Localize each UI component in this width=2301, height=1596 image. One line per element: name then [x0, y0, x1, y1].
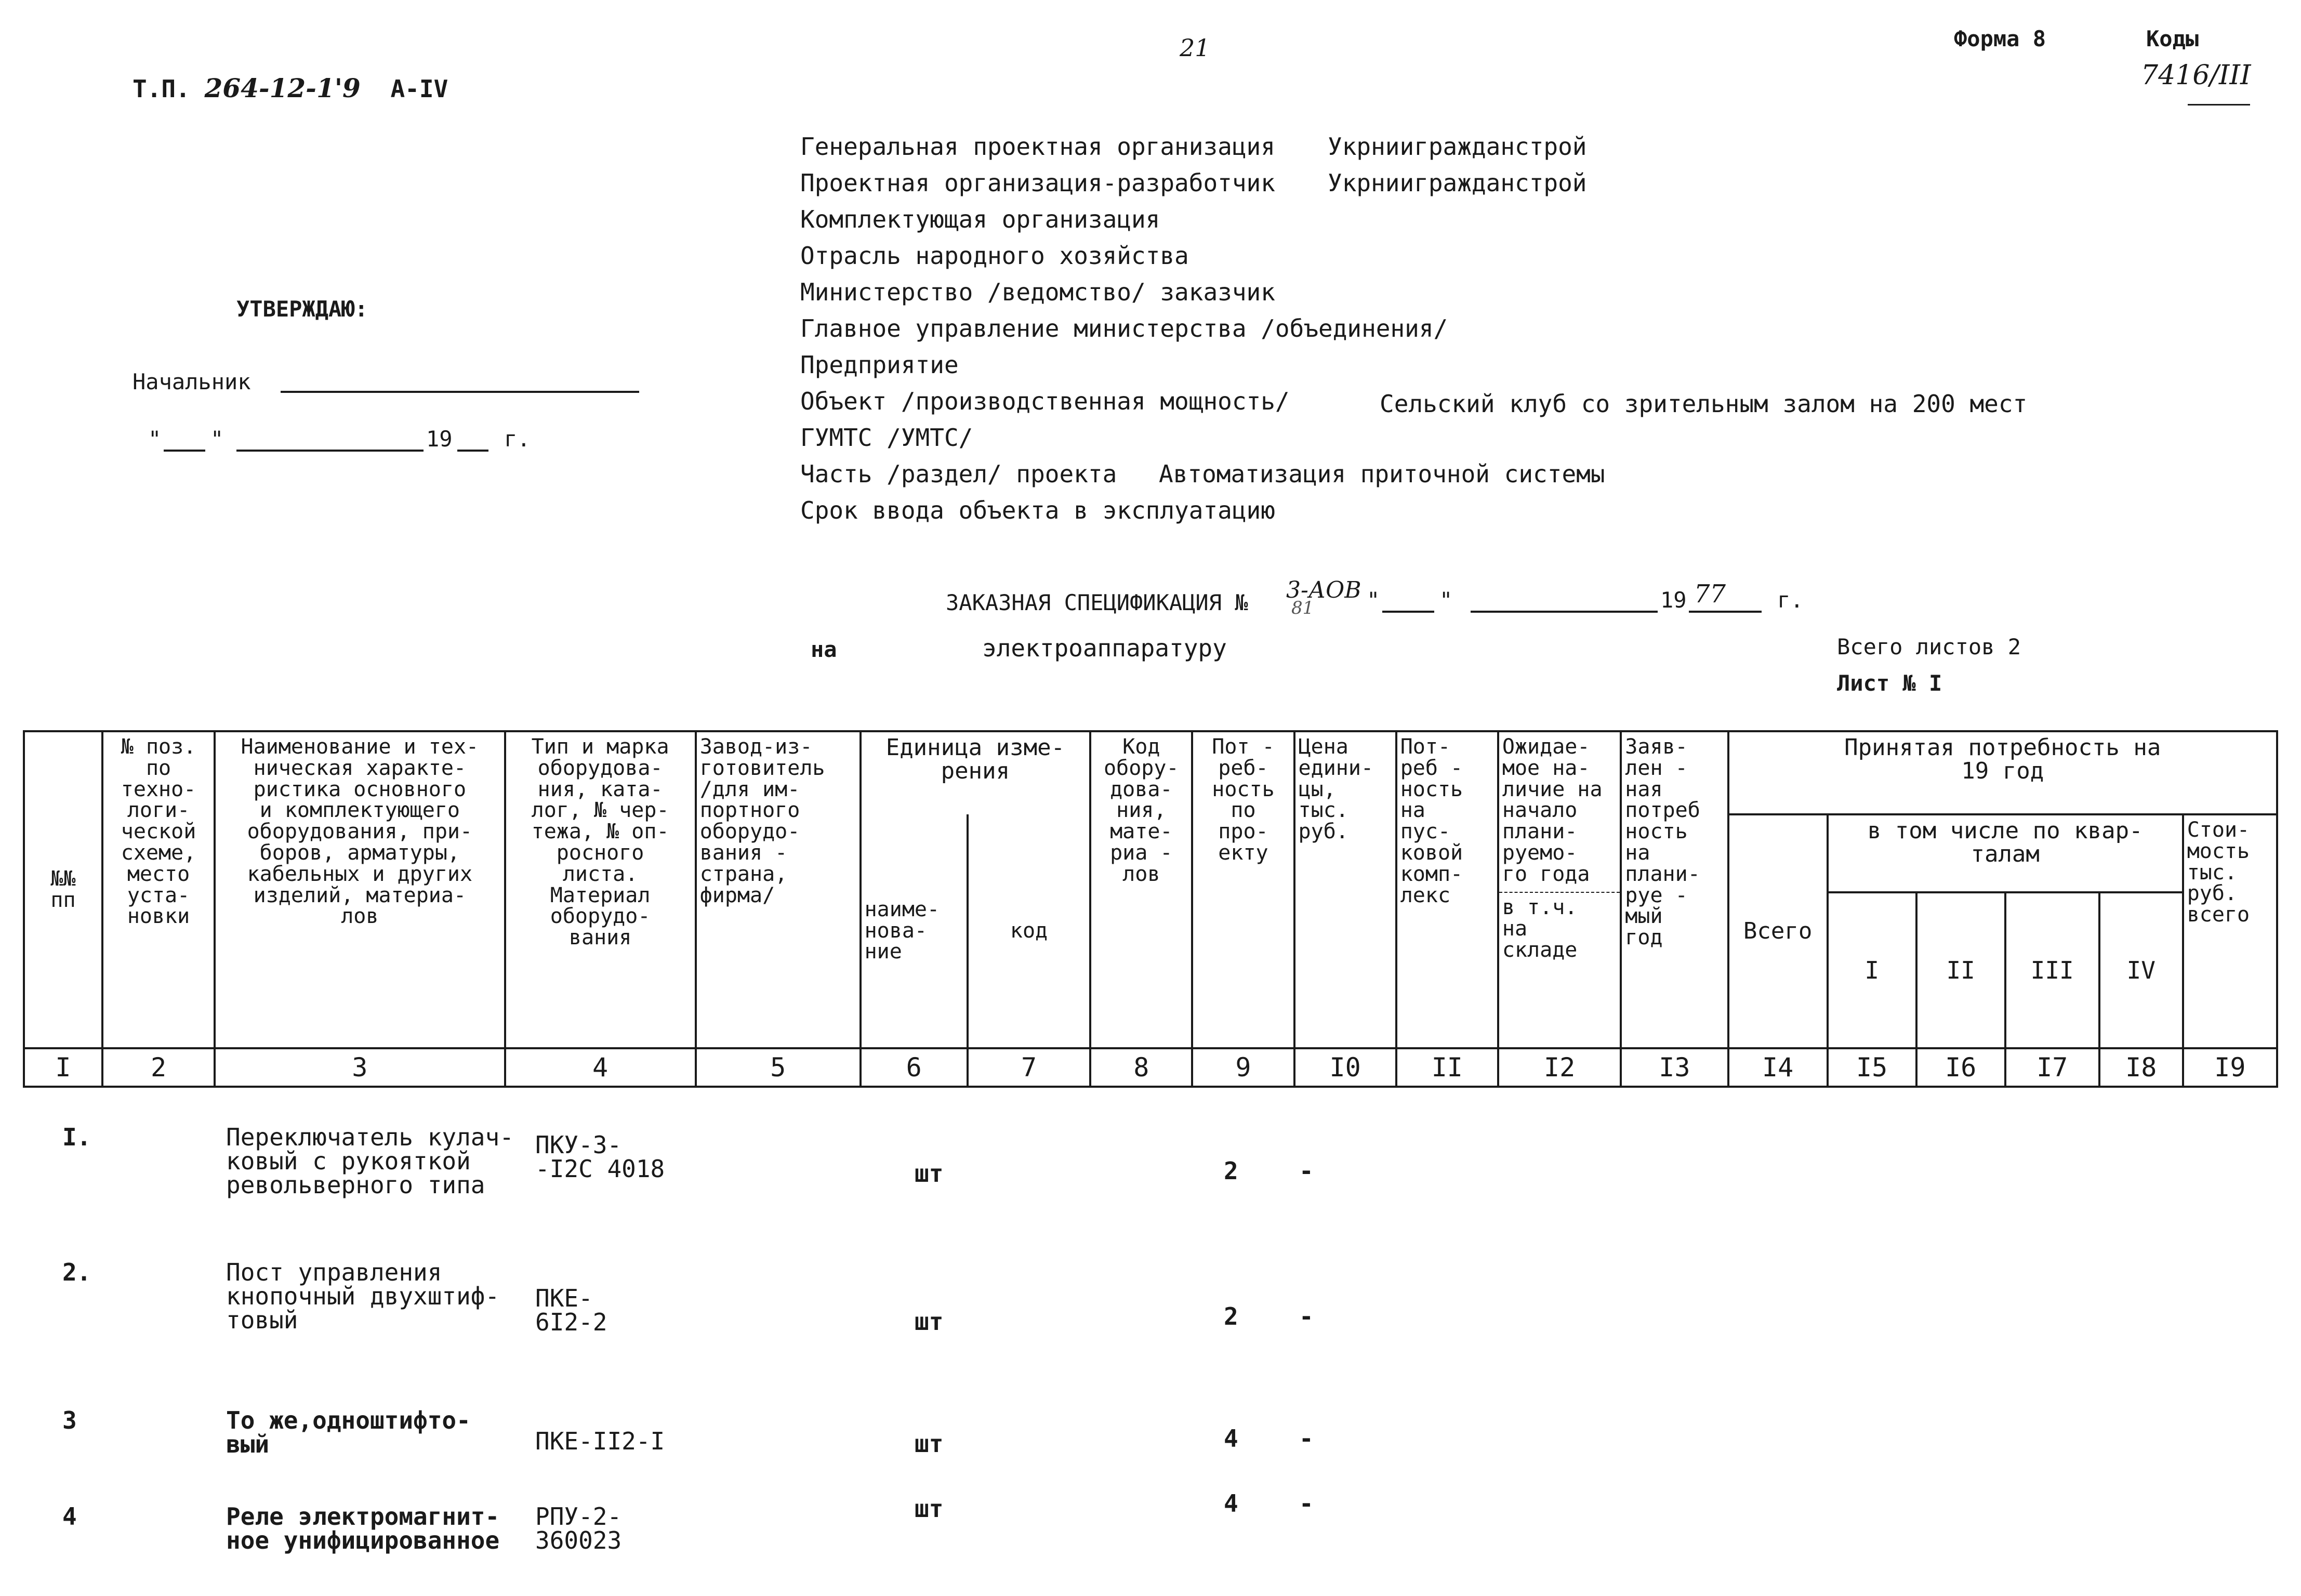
- spec-quote-open: ": [1367, 587, 1380, 613]
- codes-label: Коды: [2146, 26, 2199, 51]
- col-num: I0: [1294, 1048, 1396, 1087]
- org-row-enterprise: [800, 351, 959, 379]
- item-number: 2.: [62, 1258, 91, 1286]
- col-num: 2: [102, 1048, 215, 1087]
- item-price: -: [1299, 1157, 1314, 1185]
- date-year-label: 19: [426, 426, 453, 452]
- org-value: Автоматизация приточной системы: [1159, 460, 1605, 488]
- column-number-row: [24, 1048, 2277, 1087]
- spec-year-line: [1689, 611, 1762, 613]
- org-value: Укрниигражданстрой: [1328, 133, 1587, 161]
- col-num: 5: [696, 1048, 861, 1087]
- item-qty: 4: [1224, 1489, 1238, 1518]
- org-label: Объект /производственная мощность/: [800, 387, 1290, 415]
- header-unit-group: Единица изме- рения: [861, 731, 1091, 814]
- doc-ref-suffix: А-IV: [390, 75, 448, 103]
- col-num: II: [1396, 1048, 1498, 1087]
- header-unit-code: код: [968, 814, 1090, 1048]
- codes-value: 7416/III: [2141, 60, 2251, 91]
- item-unit: шт: [915, 1430, 944, 1458]
- org-row-ministry: [800, 278, 1275, 306]
- org-label: Комплектующая организация: [800, 205, 1160, 233]
- org-row-section: [800, 460, 1605, 488]
- item-qty: 2: [1224, 1157, 1238, 1185]
- org-label: Главное управление министерства /объединения/: [800, 314, 1448, 342]
- header-type: Тип и марка оборудова- ния, ката- лог, № чер- тежа, № оп- росного листа. Материал оборудо- вания: [505, 731, 696, 1048]
- header-expected: Ожидае- мое на- личие на начало плани- руемо- го года: [1498, 731, 1621, 892]
- header-price: Цена едини- цы, тыс. руб.: [1294, 731, 1396, 1048]
- col-num: I2: [1498, 1048, 1621, 1087]
- item-number: I.: [62, 1123, 91, 1151]
- spec-title: ЗАКАЗНАЯ СПЕЦИФИКАЦИЯ №: [946, 590, 1248, 615]
- header-quarters-group: в том числе по квар- талам: [1828, 814, 2183, 892]
- col-num: I: [24, 1048, 102, 1087]
- date-month-line: [236, 450, 424, 452]
- org-row-general: [800, 133, 1587, 161]
- org-label: Проектная организация-разработчик: [800, 169, 1275, 197]
- spec-day-line: [1382, 611, 1434, 613]
- col-num: I6: [1916, 1048, 2005, 1087]
- header-q2: II: [1916, 892, 2005, 1048]
- item-unit: шт: [915, 1159, 944, 1188]
- item-number: 4: [62, 1502, 77, 1531]
- form-label: Форма 8: [1954, 26, 2046, 51]
- col-num: I4: [1728, 1048, 1828, 1087]
- col-num: 9: [1192, 1048, 1294, 1087]
- item-qty: 2: [1224, 1302, 1238, 1330]
- doc-ref-number: 264-12-1'9: [204, 73, 361, 103]
- item-type: ПКЕ-II2-I: [535, 1427, 665, 1455]
- date-close-quote: ": [210, 426, 224, 452]
- item-unit: шт: [915, 1308, 944, 1336]
- header-demand-project: Пот - реб- ность по про- екту: [1192, 731, 1294, 1048]
- header-q1: I: [1828, 892, 1916, 1048]
- spec-year-prefix: 19: [1660, 587, 1687, 613]
- org-row-supplier: [800, 205, 1160, 233]
- col-num: I7: [2005, 1048, 2099, 1087]
- org-label: Министерство /ведомство/ заказчик: [800, 278, 1275, 306]
- item-qty: 4: [1224, 1424, 1238, 1453]
- header-unit-name: наиме- нова- ние: [861, 814, 968, 1048]
- date-year-suffix: г.: [504, 426, 531, 452]
- header-accepted-group: Принятая потребность на 19 год: [1728, 731, 2277, 814]
- header-name: Наименование и тех- ническая характе- ристика основного и комплектующего оборудования, при- боров, арматуры, кабельных и других изделий, материа- лов: [215, 731, 505, 1048]
- org-label: Отрасль народного хозяйства: [800, 242, 1189, 270]
- codes-underline: [2188, 104, 2250, 105]
- date-day-line: [164, 450, 205, 452]
- spec-number: 3-АОВ: [1286, 577, 1361, 603]
- col-num: 6: [861, 1048, 968, 1087]
- header-cost: Стои- мость тыс. руб. всего: [2183, 814, 2277, 1048]
- header-total: Всего: [1728, 814, 1828, 1048]
- header-pp: №№ пп: [24, 731, 102, 1048]
- item-name: Реле электромагнит- ное унифицированное: [226, 1502, 500, 1554]
- date-open-quote: ": [148, 426, 162, 452]
- org-row-developer: [800, 169, 1587, 197]
- col-num: I8: [2099, 1048, 2183, 1087]
- page-number: 21: [1180, 34, 1210, 62]
- date-year-line: [457, 450, 488, 452]
- header-row-1: [24, 731, 2277, 814]
- col-num: 4: [505, 1048, 696, 1087]
- item-name: Переключатель кулач- ковый с рукояткой револьверного типа: [226, 1123, 514, 1199]
- sheet-number: Лист № I: [1837, 670, 1942, 696]
- col-num: 3: [215, 1048, 505, 1087]
- item-price: -: [1299, 1424, 1314, 1453]
- header-equip-code: Код обору- дова- ния, мате- риа - лов: [1090, 731, 1192, 1048]
- org-value: Сельский клуб со зрительным залом на 200 мест: [1380, 390, 2028, 418]
- header-manufacturer: Завод-из- готовитель /для им- портного оборудо- вания - страна, фирма/: [696, 731, 861, 1048]
- header-position: № поз. по техно- логи- ческой схеме, место уста- новки: [102, 731, 215, 1048]
- spec-subject: электроаппаратуру: [982, 634, 1227, 662]
- item-price: -: [1299, 1489, 1314, 1518]
- item-unit: шт: [915, 1495, 944, 1523]
- chief-label: Начальник: [133, 369, 251, 394]
- approval-title: УТВЕРЖДАЮ:: [236, 296, 368, 322]
- header-q4: IV: [2099, 892, 2183, 1048]
- spec-number-under: 81: [1291, 598, 1314, 618]
- header-demand-launch: Пот- реб - ность на пус- ковой комп- лекс: [1396, 731, 1498, 1048]
- org-row-industry: [800, 242, 1189, 270]
- item-number: 3: [62, 1406, 77, 1434]
- org-row-gumts: [800, 424, 973, 452]
- doc-ref: [133, 73, 448, 103]
- header-declared: Заяв- лен - ная потреб ность на плани- руе - мый год: [1621, 731, 1728, 1048]
- col-num: 8: [1090, 1048, 1192, 1087]
- spec-year: 77: [1694, 579, 1726, 609]
- org-label: Срок ввода объекта в эксплуатацию: [800, 496, 1275, 524]
- org-label: Часть /раздел/ проекта: [800, 460, 1117, 488]
- col-num: I9: [2183, 1048, 2277, 1087]
- org-label: Предприятие: [800, 351, 959, 379]
- col-num: I3: [1621, 1048, 1728, 1087]
- header-q3: III: [2005, 892, 2099, 1048]
- spec-month-line: [1471, 611, 1658, 613]
- item-type: РПУ-2- 360023: [535, 1502, 622, 1554]
- org-row-main-dept: [800, 314, 1448, 342]
- org-value: Укрниигражданстрой: [1328, 169, 1587, 197]
- item-type: ПКУ-3- -I2С 4018: [535, 1131, 665, 1183]
- item-name: Пост управления кнопочный двухштиф- товый: [226, 1258, 500, 1334]
- org-row-deadline: [800, 496, 1275, 524]
- spec-table: [23, 730, 2278, 1088]
- item-name: То же,одноштифто- вый: [226, 1406, 471, 1458]
- chief-signature-line: [281, 391, 639, 393]
- col-num: 7: [968, 1048, 1090, 1087]
- spec-quote-close: ": [1439, 587, 1453, 613]
- item-price: -: [1299, 1302, 1314, 1330]
- org-row-object: [800, 387, 2028, 418]
- doc-ref-prefix: Т.П.: [133, 75, 190, 103]
- org-label: ГУМТС /УМТС/: [800, 424, 973, 452]
- col-num: I5: [1828, 1048, 1916, 1087]
- spec-on-label: на: [811, 637, 837, 662]
- item-type: ПКЕ- 6I2-2: [535, 1284, 607, 1336]
- sheets-total: Всего листов 2: [1837, 634, 2021, 659]
- header-in-stock: в т.ч. на складе: [1498, 892, 1621, 1048]
- org-label: Генеральная проектная организация: [800, 133, 1275, 161]
- spec-year-suffix: г.: [1777, 587, 1804, 613]
